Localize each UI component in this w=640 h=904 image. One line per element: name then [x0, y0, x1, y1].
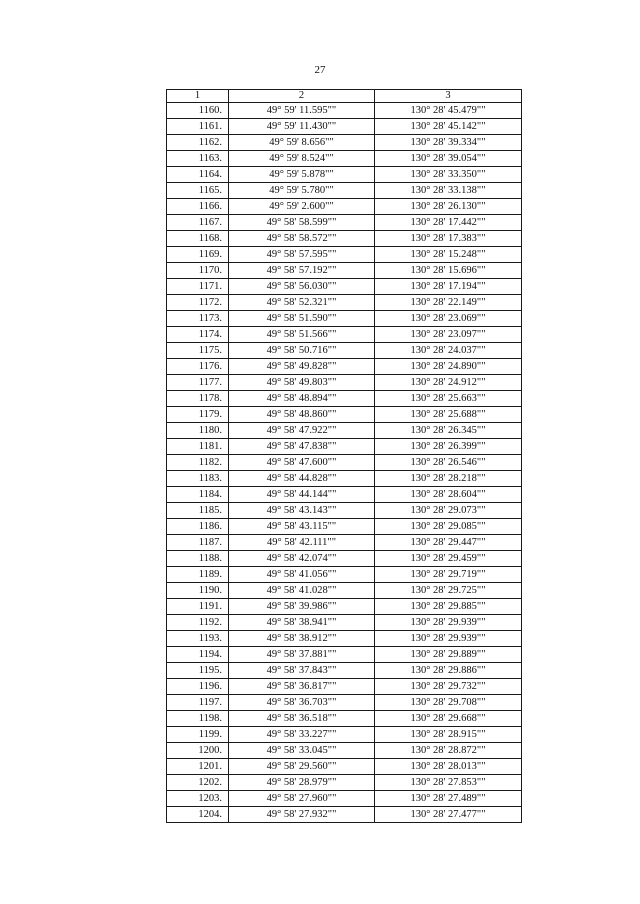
longitude-cell: 130° 28' 29.668"": [375, 711, 522, 727]
point-number-cell: 1183.: [167, 471, 229, 487]
point-number-cell: 1166.: [167, 199, 229, 215]
point-number-cell: 1197.: [167, 695, 229, 711]
longitude-cell: 130° 28' 23.097"": [375, 327, 522, 343]
latitude-cell: 49° 58' 33.227"": [229, 727, 375, 743]
longitude-cell: 130° 28' 29.085"": [375, 519, 522, 535]
point-number-cell: 1179.: [167, 407, 229, 423]
longitude-cell: 130° 28' 27.853"": [375, 775, 522, 791]
longitude-cell: 130° 28' 27.477"": [375, 807, 522, 823]
latitude-cell: 49° 58' 42.074"": [229, 551, 375, 567]
point-number-cell: 1173.: [167, 311, 229, 327]
longitude-cell: 130° 28' 39.334"": [375, 135, 522, 151]
latitude-cell: 49° 58' 51.590"": [229, 311, 375, 327]
table-body: [167, 103, 522, 823]
point-number-cell: 1165.: [167, 183, 229, 199]
latitude-cell: 49° 58' 29.560"": [229, 759, 375, 775]
latitude-cell: 49° 58' 43.115"": [229, 519, 375, 535]
point-number-cell: 1185.: [167, 503, 229, 519]
longitude-cell: 130° 28' 15.696"": [375, 263, 522, 279]
latitude-cell: 49° 58' 37.843"": [229, 663, 375, 679]
point-number-cell: 1169.: [167, 247, 229, 263]
latitude-cell: 49° 58' 37.881"": [229, 647, 375, 663]
point-number-cell: 1202.: [167, 775, 229, 791]
table-row: [167, 263, 522, 279]
table-row: [167, 663, 522, 679]
point-number-cell: 1160.: [167, 103, 229, 119]
point-number-cell: 1196.: [167, 679, 229, 695]
latitude-cell: 49° 58' 36.518"": [229, 711, 375, 727]
point-number-cell: 1180.: [167, 423, 229, 439]
table-row: [167, 711, 522, 727]
latitude-cell: 49° 58' 41.056"": [229, 567, 375, 583]
column-header-2: 2: [229, 90, 375, 103]
point-number-cell: 1199.: [167, 727, 229, 743]
latitude-cell: 49° 58' 44.144"": [229, 487, 375, 503]
latitude-cell: 49° 58' 47.922"": [229, 423, 375, 439]
table-row: [167, 695, 522, 711]
table-row: [167, 583, 522, 599]
table-row: [167, 535, 522, 551]
table-row: [167, 759, 522, 775]
point-number-cell: 1170.: [167, 263, 229, 279]
latitude-cell: 49° 58' 27.932"": [229, 807, 375, 823]
longitude-cell: 130° 28' 28.872"": [375, 743, 522, 759]
latitude-cell: 49° 58' 58.599"": [229, 215, 375, 231]
table-row: [167, 791, 522, 807]
longitude-cell: 130° 28' 25.688"": [375, 407, 522, 423]
coordinates-table: [166, 89, 522, 823]
longitude-cell: 130° 28' 45.479"": [375, 103, 522, 119]
table-row: [167, 599, 522, 615]
latitude-cell: 49° 59' 8.524"": [229, 151, 375, 167]
table-row: [167, 439, 522, 455]
longitude-cell: 130° 28' 29.459"": [375, 551, 522, 567]
longitude-cell: 130° 28' 24.912"": [375, 375, 522, 391]
latitude-cell: 49° 58' 49.803"": [229, 375, 375, 391]
table-row: [167, 807, 522, 823]
latitude-cell: 49° 59' 11.595"": [229, 103, 375, 119]
point-number-cell: 1161.: [167, 119, 229, 135]
point-number-cell: 1187.: [167, 535, 229, 551]
point-number-cell: 1176.: [167, 359, 229, 375]
table-row: [167, 743, 522, 759]
latitude-cell: 49° 58' 44.828"": [229, 471, 375, 487]
point-number-cell: 1192.: [167, 615, 229, 631]
table-row: [167, 471, 522, 487]
longitude-cell: 130° 28' 26.130"": [375, 199, 522, 215]
latitude-cell: 49° 58' 41.028"": [229, 583, 375, 599]
table-row: [167, 119, 522, 135]
longitude-cell: 130° 28' 45.142"": [375, 119, 522, 135]
page-number: 27: [314, 64, 326, 76]
longitude-cell: 130° 28' 29.708"": [375, 695, 522, 711]
point-number-cell: 1167.: [167, 215, 229, 231]
table-row: [167, 343, 522, 359]
longitude-cell: 130° 28' 22.149"": [375, 295, 522, 311]
longitude-cell: 130° 28' 28.915"": [375, 727, 522, 743]
longitude-cell: 130° 28' 29.725"": [375, 583, 522, 599]
table-row: [167, 487, 522, 503]
point-number-cell: 1201.: [167, 759, 229, 775]
latitude-cell: 49° 58' 38.941"": [229, 615, 375, 631]
point-number-cell: 1203.: [167, 791, 229, 807]
latitude-cell: 49° 58' 48.894"": [229, 391, 375, 407]
point-number-cell: 1175.: [167, 343, 229, 359]
latitude-cell: 49° 58' 57.192"": [229, 263, 375, 279]
latitude-cell: 49° 58' 33.045"": [229, 743, 375, 759]
table-row: [167, 455, 522, 471]
table-row: [167, 103, 522, 119]
longitude-cell: 130° 28' 39.054"": [375, 151, 522, 167]
longitude-cell: 130° 28' 24.890"": [375, 359, 522, 375]
column-header-3: 3: [375, 90, 522, 103]
table-row: [167, 375, 522, 391]
longitude-cell: 130° 28' 15.248"": [375, 247, 522, 263]
latitude-cell: 49° 58' 50.716"": [229, 343, 375, 359]
longitude-cell: 130° 28' 27.489"": [375, 791, 522, 807]
point-number-cell: 1182.: [167, 455, 229, 471]
table-row: [167, 167, 522, 183]
table-row: [167, 199, 522, 215]
point-number-cell: 1193.: [167, 631, 229, 647]
point-number-cell: 1174.: [167, 327, 229, 343]
table-row: [167, 151, 522, 167]
table-row: [167, 631, 522, 647]
point-number-cell: 1172.: [167, 295, 229, 311]
latitude-cell: 49° 58' 43.143"": [229, 503, 375, 519]
table-row: [167, 503, 522, 519]
column-header-1: 1: [167, 90, 229, 103]
latitude-cell: 49° 58' 27.960"": [229, 791, 375, 807]
longitude-cell: 130° 28' 29.073"": [375, 503, 522, 519]
table-row: [167, 615, 522, 631]
longitude-cell: 130° 28' 29.732"": [375, 679, 522, 695]
longitude-cell: 130° 28' 29.939"": [375, 615, 522, 631]
longitude-cell: 130° 28' 28.013"": [375, 759, 522, 775]
table-row: [167, 279, 522, 295]
longitude-cell: 130° 28' 24.037"": [375, 343, 522, 359]
latitude-cell: 49° 58' 28.979"": [229, 775, 375, 791]
point-number-cell: 1168.: [167, 231, 229, 247]
point-number-cell: 1190.: [167, 583, 229, 599]
point-number-cell: 1171.: [167, 279, 229, 295]
table-row: [167, 775, 522, 791]
table-row: [167, 311, 522, 327]
latitude-cell: 49° 58' 58.572"": [229, 231, 375, 247]
latitude-cell: 49° 58' 52.321"": [229, 295, 375, 311]
table-header: [167, 90, 522, 103]
latitude-cell: 49° 58' 49.828"": [229, 359, 375, 375]
latitude-cell: 49° 58' 38.912"": [229, 631, 375, 647]
point-number-cell: 1204.: [167, 807, 229, 823]
table-row: [167, 407, 522, 423]
longitude-cell: 130° 28' 29.889"": [375, 647, 522, 663]
latitude-cell: 49° 58' 57.595"": [229, 247, 375, 263]
table-row: [167, 423, 522, 439]
longitude-cell: 130° 28' 29.885"": [375, 599, 522, 615]
table-row: [167, 247, 522, 263]
latitude-cell: 49° 58' 56.030"": [229, 279, 375, 295]
table-row: [167, 679, 522, 695]
table-row: [167, 183, 522, 199]
point-number-cell: 1184.: [167, 487, 229, 503]
table-row: [167, 519, 522, 535]
latitude-cell: 49° 58' 51.566"": [229, 327, 375, 343]
longitude-cell: 130° 28' 29.939"": [375, 631, 522, 647]
point-number-cell: 1164.: [167, 167, 229, 183]
table-row: [167, 231, 522, 247]
longitude-cell: 130° 28' 33.350"": [375, 167, 522, 183]
header-row: [167, 90, 522, 103]
table-row: [167, 135, 522, 151]
longitude-cell: 130° 28' 26.399"": [375, 439, 522, 455]
longitude-cell: 130° 28' 17.383"": [375, 231, 522, 247]
point-number-cell: 1178.: [167, 391, 229, 407]
longitude-cell: 130° 28' 29.719"": [375, 567, 522, 583]
longitude-cell: 130° 28' 23.069"": [375, 311, 522, 327]
table-row: [167, 359, 522, 375]
point-number-cell: 1200.: [167, 743, 229, 759]
table-row: [167, 727, 522, 743]
point-number-cell: 1177.: [167, 375, 229, 391]
latitude-cell: 49° 58' 39.986"": [229, 599, 375, 615]
longitude-cell: 130° 28' 17.194"": [375, 279, 522, 295]
latitude-cell: 49° 59' 11.430"": [229, 119, 375, 135]
table-row: [167, 647, 522, 663]
latitude-cell: 49° 58' 48.860"": [229, 407, 375, 423]
latitude-cell: 49° 59' 8.656"": [229, 135, 375, 151]
point-number-cell: 1191.: [167, 599, 229, 615]
longitude-cell: 130° 28' 33.138"": [375, 183, 522, 199]
latitude-cell: 49° 58' 42.111"": [229, 535, 375, 551]
latitude-cell: 49° 58' 47.600"": [229, 455, 375, 471]
table-row: [167, 327, 522, 343]
latitude-cell: 49° 58' 36.703"": [229, 695, 375, 711]
longitude-cell: 130° 28' 29.886"": [375, 663, 522, 679]
longitude-cell: 130° 28' 25.663"": [375, 391, 522, 407]
table-row: [167, 215, 522, 231]
latitude-cell: 49° 58' 36.817"": [229, 679, 375, 695]
table-row: [167, 391, 522, 407]
longitude-cell: 130° 28' 28.604"": [375, 487, 522, 503]
longitude-cell: 130° 28' 29.447"": [375, 535, 522, 551]
point-number-cell: 1181.: [167, 439, 229, 455]
latitude-cell: 49° 59' 5.780"": [229, 183, 375, 199]
longitude-cell: 130° 28' 28.218"": [375, 471, 522, 487]
table-row: [167, 567, 522, 583]
point-number-cell: 1162.: [167, 135, 229, 151]
latitude-cell: 49° 58' 47.838"": [229, 439, 375, 455]
point-number-cell: 1163.: [167, 151, 229, 167]
table-row: [167, 295, 522, 311]
table-row: [167, 551, 522, 567]
point-number-cell: 1189.: [167, 567, 229, 583]
point-number-cell: 1186.: [167, 519, 229, 535]
longitude-cell: 130° 28' 26.546"": [375, 455, 522, 471]
longitude-cell: 130° 28' 17.442"": [375, 215, 522, 231]
point-number-cell: 1194.: [167, 647, 229, 663]
latitude-cell: 49° 59' 2.600"": [229, 199, 375, 215]
point-number-cell: 1198.: [167, 711, 229, 727]
point-number-cell: 1195.: [167, 663, 229, 679]
longitude-cell: 130° 28' 26.345"": [375, 423, 522, 439]
latitude-cell: 49° 59' 5.878"": [229, 167, 375, 183]
point-number-cell: 1188.: [167, 551, 229, 567]
